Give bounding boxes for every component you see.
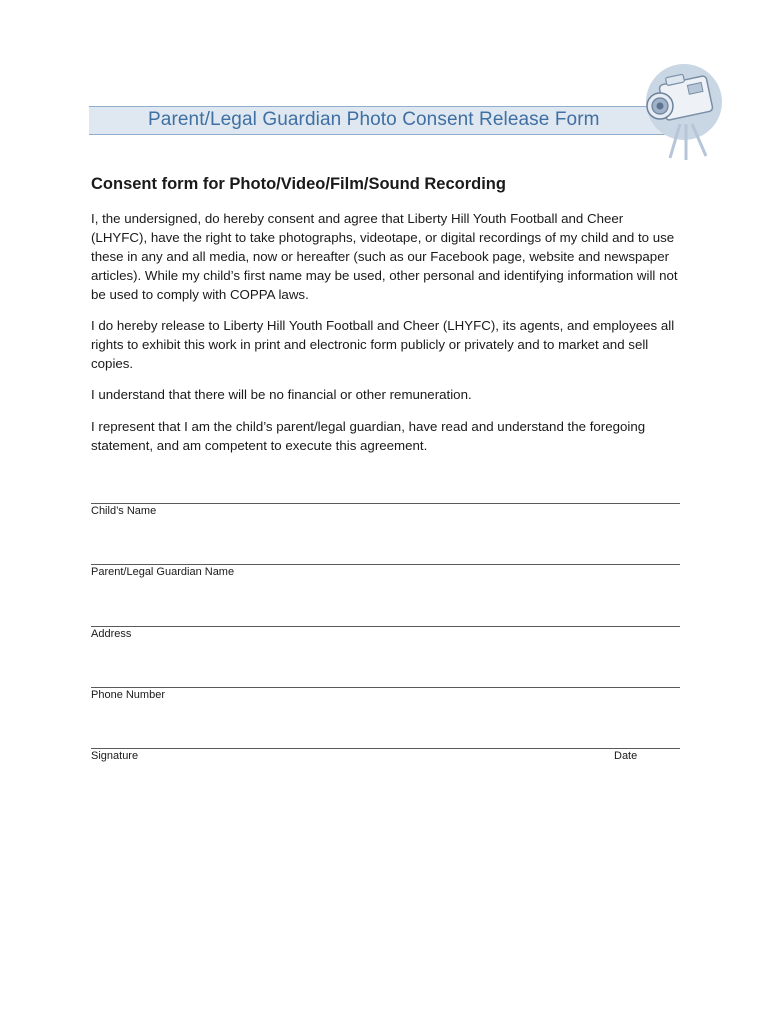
address-field[interactable] [91, 626, 680, 627]
guardian-name-label: Parent/Legal Guardian Name [91, 566, 235, 578]
guardian-name-field[interactable] [91, 564, 680, 565]
representation-paragraph: I represent that I am the child’s parent/legal guardian, have read and understand the foregoing statement, and am competent to execute this agreement. [91, 419, 646, 453]
date-label: Date [614, 750, 638, 762]
signature-label: Signature [91, 750, 139, 762]
form-heading: Consent form for Photo/Video/Film/Sound Recording [91, 175, 506, 193]
form-title: Parent/Legal Guardian Photo Consent Release Form [148, 109, 600, 130]
camera-icon [636, 62, 728, 162]
phone-number-field[interactable] [91, 687, 680, 688]
child-name-field[interactable] [91, 503, 680, 504]
signature-field[interactable] [91, 748, 680, 749]
phone-number-label: Phone Number [91, 689, 165, 701]
consent-paragraph: I, the undersigned, do hereby consent and agree that Liberty Hill Youth Football and Cheer (LHYFC), have the right to take photographs, videotape, or digital recordings of my child and to use these in any and all media, now or hereafter (such as our Facebook page, website and newspaper articles). While my child’s first name may be used, other personal and identifying information will not be used to comply with COPPA laws. [91, 211, 678, 302]
remuneration-paragraph: I understand that there will be no financial or other remuneration. [91, 387, 472, 402]
address-label: Address [91, 628, 132, 640]
title-band [89, 106, 670, 135]
child-name-label: Child’s Name [91, 505, 157, 517]
release-paragraph: I do hereby release to Liberty Hill Youth Football and Cheer (LHYFC), its agents, and employees all rights to exhibit this work in print and electronic form publicly or privately and to market and sell copies. [91, 318, 675, 371]
